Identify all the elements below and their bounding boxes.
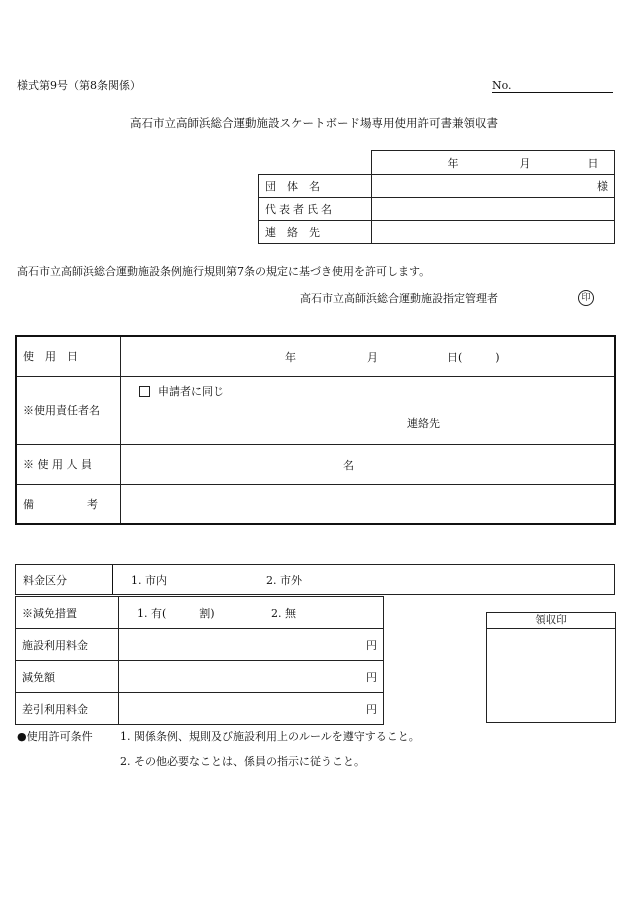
fee-category-divider bbox=[112, 565, 113, 594]
applicant-table bbox=[258, 150, 615, 244]
reduction-field[interactable] bbox=[119, 597, 384, 629]
reduction-amount-label-text: 減免額 bbox=[22, 670, 55, 684]
usage-day: 日( ) bbox=[447, 351, 500, 364]
reduction-label-text: ※減免措置 bbox=[22, 606, 77, 620]
notes-label bbox=[16, 484, 121, 524]
usage-date-label-text: 使 用 日 bbox=[23, 350, 78, 364]
responsible-contact: 連絡先 bbox=[407, 416, 440, 430]
document-title: 高石市立高師浜総合運動施設スケートボード場専用使用許可書兼領収書 bbox=[130, 116, 498, 130]
representative-label-text: 代表者氏名 bbox=[265, 203, 335, 216]
same-as-applicant-text: 申請者に同じ bbox=[158, 384, 224, 398]
applicant-month: 月 bbox=[519, 157, 531, 170]
net-fee-yen: 円 bbox=[366, 702, 377, 716]
notes-field[interactable] bbox=[121, 484, 616, 524]
net-fee-label-text: 差引利用料金 bbox=[22, 702, 88, 716]
contact-field[interactable] bbox=[371, 221, 615, 244]
representative-field[interactable] bbox=[371, 198, 615, 221]
net-fee-label bbox=[16, 693, 119, 725]
permit-statement: 高石市立高師浜総合運動施設条例施行規則第7条の規定に基づき使用を許可します。 bbox=[17, 265, 431, 278]
people-label-text: ※ 使 用 人 員 bbox=[23, 458, 92, 471]
responsible-label bbox=[16, 376, 121, 444]
receipt-seal-header bbox=[487, 613, 615, 629]
usage-date-label bbox=[16, 336, 121, 376]
reduction-amount-label bbox=[16, 661, 119, 693]
group-name-label bbox=[259, 175, 372, 198]
applicant-day: 日 bbox=[587, 157, 599, 170]
usage-year: 年 bbox=[285, 351, 296, 364]
form-number: 様式第9号（第8条関係） bbox=[17, 79, 141, 92]
facility-fee-field[interactable] bbox=[119, 629, 384, 661]
no-label: No. bbox=[492, 79, 512, 92]
fee-category-row[interactable] bbox=[15, 564, 615, 595]
contact-label bbox=[259, 221, 372, 244]
conditions-label: ●使用許可条件 bbox=[17, 730, 93, 743]
reduction-amount-yen: 円 bbox=[366, 670, 377, 684]
net-fee-field[interactable] bbox=[119, 693, 384, 725]
contact-label-text: 連 絡 先 bbox=[265, 226, 320, 239]
same-as-applicant-option[interactable] bbox=[139, 386, 224, 398]
fee-category-option-1[interactable]: 1. 市内 bbox=[131, 574, 167, 587]
representative-label bbox=[259, 198, 372, 221]
facility-fee-label bbox=[16, 629, 119, 661]
notes-label-text: 備 考 bbox=[23, 497, 103, 511]
no-underline bbox=[492, 92, 613, 93]
receipt-seal-label: 領収印 bbox=[535, 614, 567, 626]
usage-table bbox=[15, 335, 616, 525]
reduction-label bbox=[16, 597, 119, 629]
reduction-option-2[interactable]: 2. 無 bbox=[271, 607, 296, 620]
group-name-label-text: 団 体 名 bbox=[265, 180, 320, 193]
group-suffix: 様 bbox=[597, 180, 608, 193]
checkbox-icon[interactable] bbox=[139, 386, 150, 397]
responsible-label-text: ※使用責任者名 bbox=[23, 404, 100, 417]
seal-mark bbox=[578, 290, 594, 306]
reduction-amount-field[interactable] bbox=[119, 661, 384, 693]
application-date-cell[interactable] bbox=[371, 151, 615, 175]
group-name-field[interactable] bbox=[371, 175, 615, 198]
facility-fee-yen: 円 bbox=[366, 638, 377, 652]
usage-date-field[interactable] bbox=[121, 336, 616, 376]
usage-month: 月 bbox=[367, 351, 378, 364]
seal-text: 印 bbox=[581, 293, 591, 303]
fee-category-option-2[interactable]: 2. 市外 bbox=[266, 574, 302, 587]
applicant-year: 年 bbox=[447, 157, 459, 170]
manager-name: 高石市立高師浜総合運動施設指定管理者 bbox=[300, 292, 498, 305]
condition-item-2: 2. その他必要なことは、係員の指示に従うこと。 bbox=[120, 755, 365, 768]
facility-fee-label-text: 施設利用料金 bbox=[22, 638, 88, 652]
reduction-option-1[interactable]: 1. 有( 割) bbox=[137, 607, 215, 620]
people-unit: 名 bbox=[343, 458, 354, 472]
fee-category-label: 料金区分 bbox=[23, 574, 67, 587]
responsible-field[interactable] bbox=[121, 376, 616, 444]
condition-item-1: 1. 関係条例、規則及び施設利用上のルールを遵守すること。 bbox=[120, 730, 420, 743]
people-label bbox=[16, 444, 121, 484]
receipt-seal-box[interactable] bbox=[486, 612, 616, 723]
people-field[interactable] bbox=[121, 444, 616, 484]
fee-table bbox=[15, 596, 384, 725]
